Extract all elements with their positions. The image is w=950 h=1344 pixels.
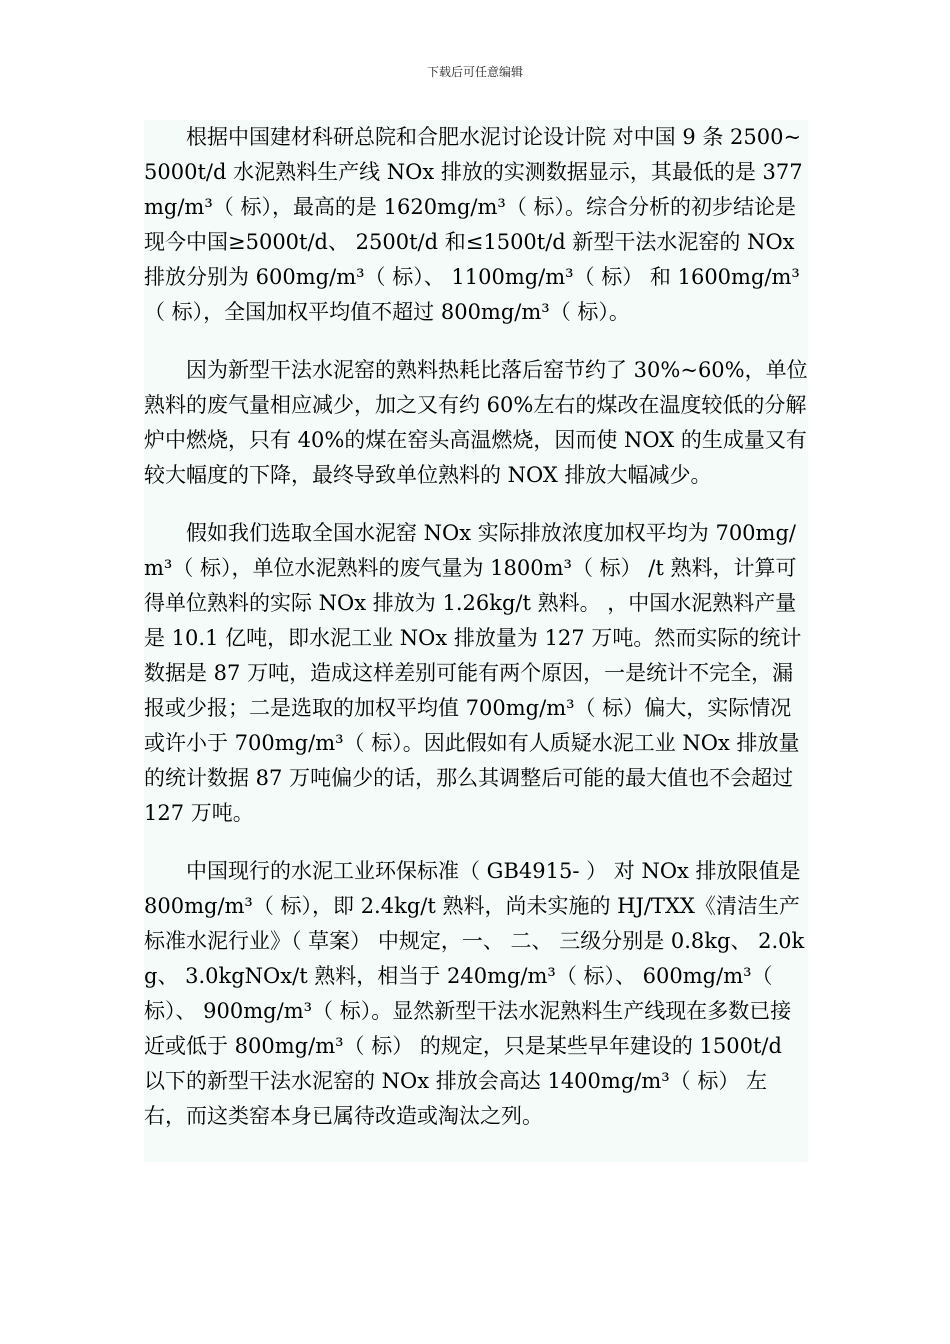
paragraph-4: 中国现行的水泥工业环保标准（ GB4915- ） 对 NOx 排放限值是 800mg/m³（ 标），即 2.4kg/t 熟料，尚未实施的 HJ/TXX《清洁生产标准水泥行业》（ 草案） 中规定，一、 二、 三级分别是 0.8kg、 2.0kg、 3.0kgNOx/t 熟料，相当于 240mg/m³（ 标）、 600mg/m³（ 标）、 900mg/m³（ 标）。显然新型干法水泥熟料生产线现在多数已接近或低于 800mg/m³（ 标） 的规定，只是某些早年建设的 1500t/d 以下的新型干法水泥窑的 NOx 排放会高达 1400mg/m³（ 标） 左右，而这类窑本身已属待改造或淘汰之列。 [144,859,805,1128]
paragraph-2: 因为新型干法水泥窑的熟料热耗比落后窑节约了 30%~60%，单位熟料的废气量相应减少，加之又有约 60%左右的煤改在温度较低的分解炉中燃烧，只有 40%的煤在窑头高温燃烧，因而使 NOX 的生成量又有较大幅度的下降，最终导致单位熟料的 NOX 排放大幅减少。 [144,358,808,487]
paragraph-3: 假如我们选取全国水泥窑 NOx 实际排放浓度加权平均为 700mg/m³（ 标），单位水泥熟料的废气量为 1800m³（ 标） /t 熟料，计算可得单位熟料的实际 NOx 排放为 1.26kg/t 熟料。 ，中国水泥熟料产量是 10.1 亿吨，即水泥工业 NOx 排放量为 127 万吨。然而实际的统计数据是 87 万吨，造成这样差别可能有两个原因，一是统计不完全，漏报或少报；二是选取的加权平均值 700mg/m³（ 标）偏大，实际情况或许小于 700mg/m³（ 标）。因此假如有人质疑水泥工业 NOx 排放量的统计数据 87 万吨偏少的话，那么其调整后可能的最大值也不会超过 127 万吨。 [144,521,802,825]
paragraph-1: 根据中国建材科研总院和合肥水泥讨论设计院 对中国 9 条 2500~5000t/d 水泥熟料生产线 NOx 排放的实测数据显示，其最低的是 377mg/m³（ 标），最高的是 1620mg/m³（ 标）。综合分析的初步结论是现今中国≥5000t/d、 2500t/d 和≤1500t/d 新型干法水泥窑的 NOx 排放分别为 600mg/m³（ 标）、 1100mg/m³（ 标） 和 1600mg/m³（ 标），全国加权平均值不超过 800mg/m³（ 标）。 [144,125,803,324]
document-body [144,120,808,1162]
page-header: 下载后可任意编辑 [426,65,523,79]
